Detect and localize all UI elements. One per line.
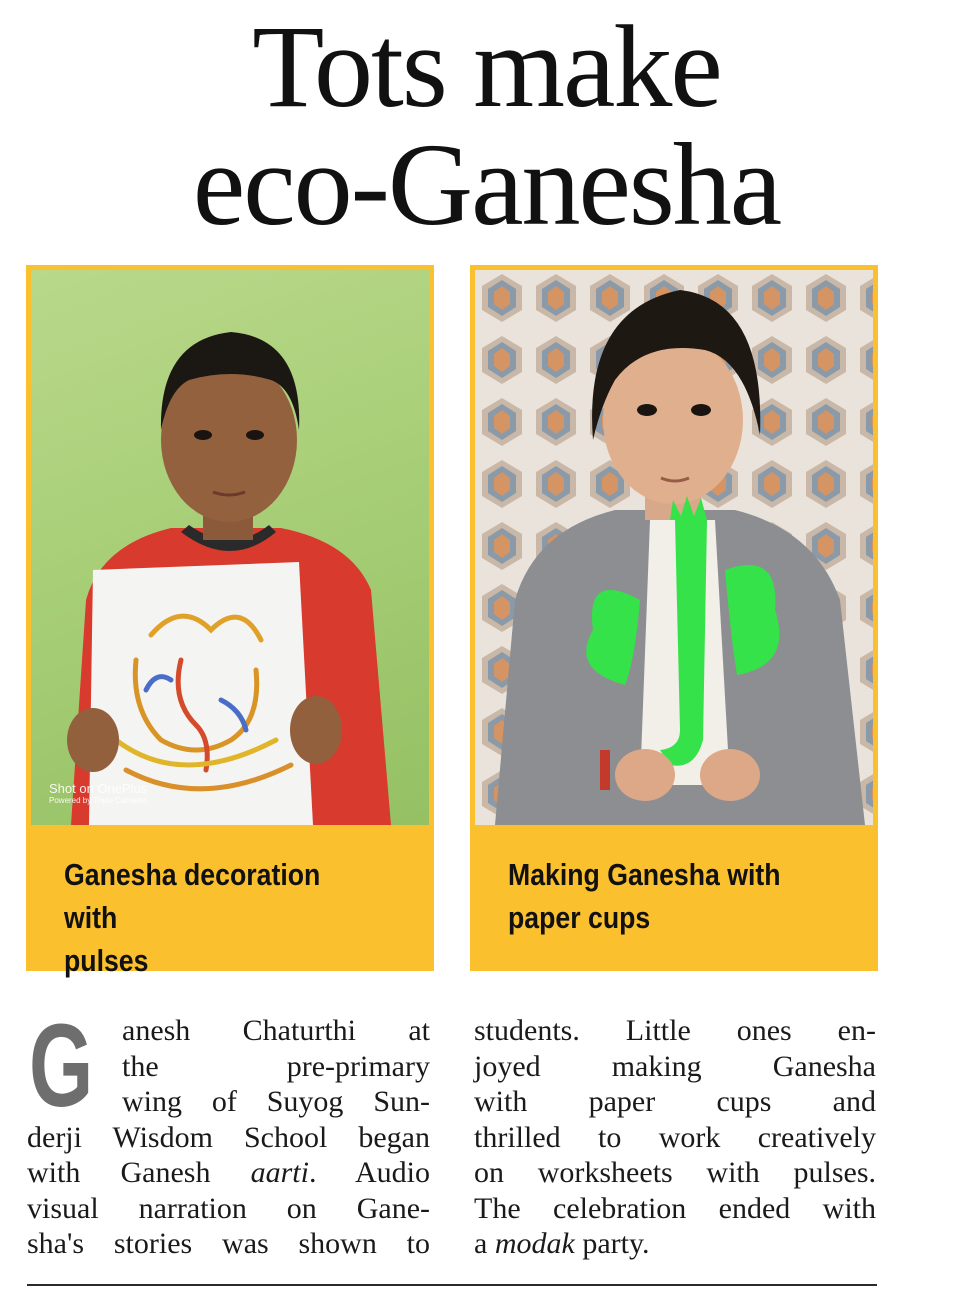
article-line: The celebration ended with	[474, 1191, 876, 1225]
caption-line-1: Making Ganesha with	[508, 857, 781, 892]
article-text: party.	[574, 1227, 650, 1260]
photo-caption	[508, 853, 809, 939]
article-column-left	[27, 1000, 430, 1262]
article-text: a	[474, 1227, 495, 1260]
photo-illustration	[475, 270, 873, 825]
article-line-mixed	[27, 1155, 430, 1191]
drop-cap: G	[29, 1000, 94, 1132]
caption-line-2: pulses	[64, 943, 149, 978]
photo-boy-with-pulse-art	[31, 270, 429, 825]
caption-line-2: paper cups	[508, 900, 651, 935]
headline	[0, 1, 973, 250]
watermark-sub: Powered by Triple Cameras	[49, 796, 148, 805]
article-line: joyed making Ganesha	[474, 1049, 876, 1083]
photo-card-paper-cups	[470, 265, 878, 971]
photo-illustration	[31, 270, 429, 825]
article-column-right	[474, 1013, 876, 1262]
camera-watermark	[49, 781, 148, 805]
article-line: derji Wisdom School began	[27, 1120, 430, 1154]
article-line: wing of Suyog Sun-	[122, 1085, 430, 1118]
watermark-main: Shot on OnePlus	[49, 781, 148, 796]
article-line: visual narration on Gane-	[27, 1191, 430, 1225]
article-line: with paper cups and	[474, 1085, 876, 1118]
photo-caption	[64, 853, 365, 982]
bottom-rule	[27, 1284, 877, 1286]
article-line-mixed	[474, 1226, 876, 1262]
headline-line-2: eco-Ganesha	[192, 119, 781, 250]
article-line: students. Little ones en-	[474, 1014, 876, 1047]
caption-line-1: Ganesha decoration with	[64, 857, 321, 935]
photo-girl-with-paper-cup-ganesha	[475, 270, 873, 825]
article-line: thrilled to work creatively	[474, 1120, 876, 1154]
article-line: on worksheets with pulses.	[474, 1156, 876, 1189]
article-text: with Ganesh	[27, 1156, 251, 1189]
article-italic: modak	[494, 1227, 575, 1260]
article-line: anesh Chaturthi at	[122, 1014, 430, 1047]
article-text: . Audio	[308, 1156, 430, 1189]
article-italic: aarti	[250, 1156, 309, 1189]
article-line: the pre-primary	[122, 1049, 430, 1083]
headline-line-1: Tots make	[252, 1, 721, 132]
article-line: sha's stories was shown to	[27, 1227, 430, 1260]
photo-card-pulses	[26, 265, 434, 978]
